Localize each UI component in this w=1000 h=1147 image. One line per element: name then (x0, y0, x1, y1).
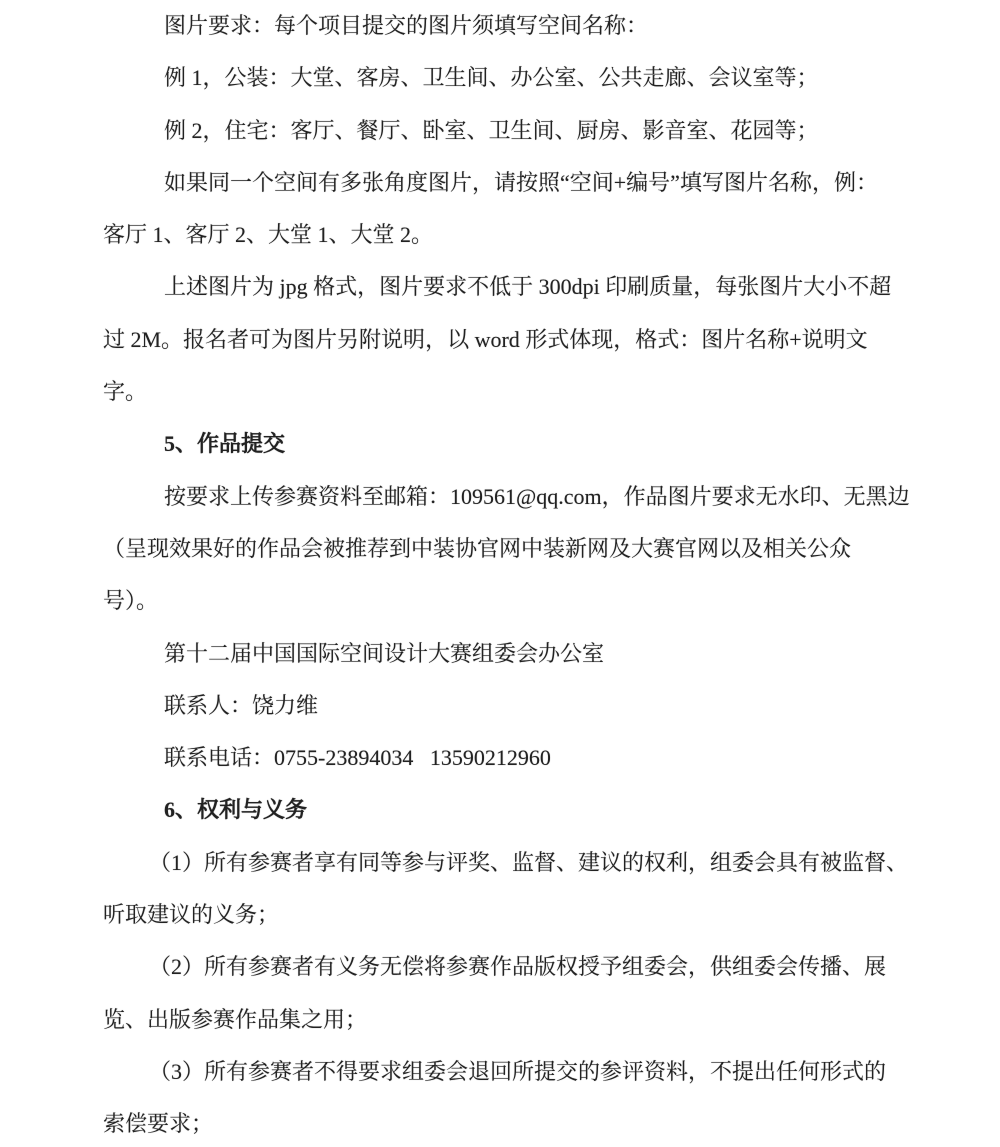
paragraph-example-2-residential-spaces (103, 105, 893, 157)
text-line: 例 1，公装：大堂、客房、卫生间、办公室、公共走廊、会议室等； (164, 65, 819, 91)
paragraph-example-1-public-spaces (103, 52, 893, 104)
text-line: 字。 (103, 379, 148, 405)
text-line: （呈现效果好的作品会被推荐到中装协官网中装新网及大赛官网以及相关公众 (103, 535, 852, 561)
paragraph-rights-item-3 (103, 1046, 893, 1147)
paragraph-multi-angle-naming-rule (103, 157, 893, 262)
paragraph-image-naming-intro (103, 0, 893, 52)
paragraph-submission-email-paragraph (103, 471, 910, 628)
heading-line: 6、权利与义务 (164, 797, 308, 823)
text-line: 客厅 1、客厅 2、大堂 1、大堂 2。 (103, 222, 434, 248)
paragraph-section-5-heading-submission (103, 418, 893, 470)
heading-line: 5、作品提交 (164, 431, 286, 457)
text-line: 如果同一个空间有多张角度图片，请按照“空间+编号”填写图片名称，例： (164, 169, 878, 195)
text-line: （1）所有参赛者享有同等参与评奖、监督、建议的权利，组委会具有被监督、 (149, 849, 909, 875)
paragraph-section-6-heading-rights (103, 784, 893, 836)
text-line: 号）。 (103, 588, 159, 614)
text-line: 过 2M。报名者可为图片另附说明，以 word 形式体现，格式：图片名称+说明文 (103, 326, 868, 352)
text-line: 图片要求：每个项目提交的图片须填写空间名称： (164, 13, 649, 38)
text-line: 索偿要求； (103, 1111, 214, 1137)
text-line: 例 2，住宅：客厅、餐厅、卧室、卫生间、厨房、影音室、花园等； (164, 117, 819, 143)
text-line: 览、出版参赛作品集之用； (103, 1006, 368, 1032)
document-content (103, 0, 910, 1147)
text-line: 第十二届中国国际空间设计大赛组委会办公室 (164, 640, 605, 666)
paragraph-committee-office (103, 628, 893, 680)
paragraph-rights-item-1 (103, 837, 909, 942)
text-line: 上述图片为 jpg 格式，图片要求不低于 300dpi 印刷质量，每张图片大小不超 (164, 274, 892, 300)
text-line: 听取建议的义务； (103, 902, 280, 928)
text-line: 联系人：饶力维 (164, 692, 319, 718)
text-line: 按要求上传参赛资料至邮箱：109561@qq.com，作品图片要求无水印、无黑边 (164, 483, 910, 509)
paragraph-contact-person (103, 680, 893, 732)
paragraph-contact-phone (103, 732, 893, 784)
text-line: 联系电话：0755-23894034 13590212960 (164, 745, 551, 771)
text-line: （2）所有参赛者有义务无偿将参赛作品版权授予组委会，供组委会传播、展 (149, 954, 887, 980)
paragraph-rights-item-2 (103, 941, 893, 1046)
paragraph-image-format-spec (103, 261, 893, 418)
text-line: （3）所有参赛者不得要求组委会退回所提交的参评资料，不提出任何形式的 (149, 1058, 887, 1084)
